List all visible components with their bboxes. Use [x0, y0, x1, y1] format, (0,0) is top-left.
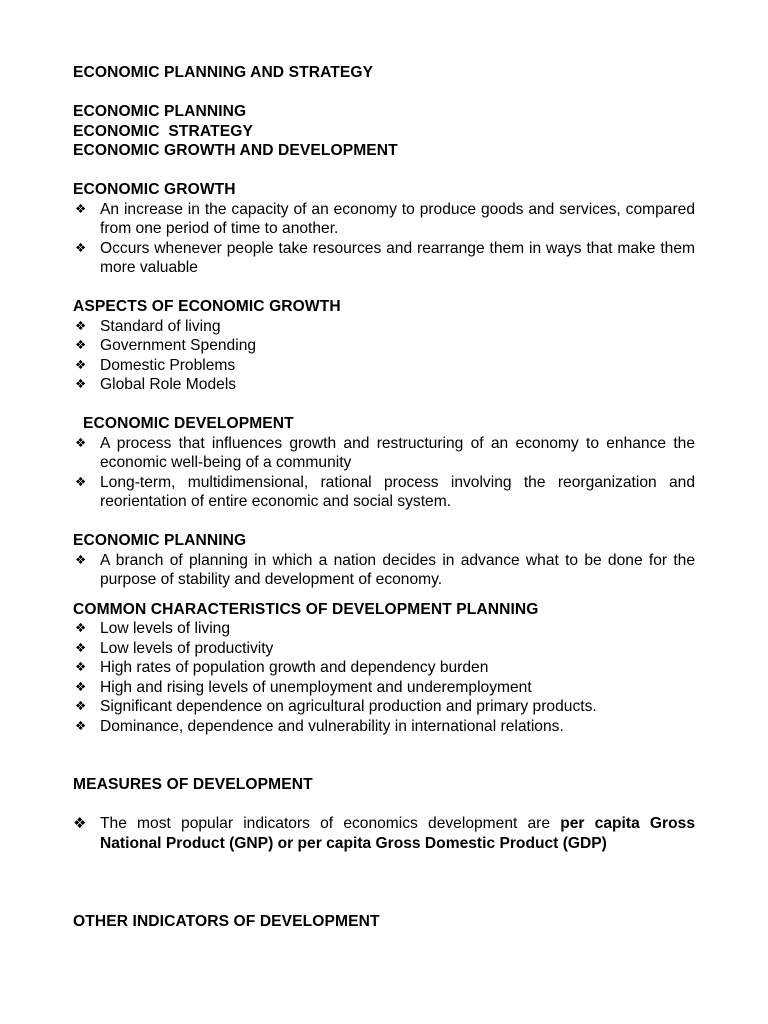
list-item [73, 814, 695, 853]
list-item [73, 678, 695, 698]
toc-item-planning: ECONOMIC PLANNING [73, 103, 247, 120]
list-item-text: Global Role Models [100, 376, 237, 393]
list-item-text: Government Spending [100, 337, 257, 354]
list-item-text: Dominance, dependence and vulnerability in international relations. [100, 717, 564, 735]
diamond-bullet-icon: ❖ [75, 640, 87, 655]
diamond-bullet-icon: ❖ [75, 435, 87, 450]
list-item [73, 317, 695, 337]
diamond-bullet-icon: ❖ [75, 201, 87, 216]
list-item-text: A branch of planning in which a nation decides in advance what to be done for the purpose of stability and development of economy. [100, 551, 695, 588]
bullet-list [73, 619, 695, 736]
bullet-list [73, 317, 695, 395]
diamond-bullet-icon: ❖ [75, 679, 87, 694]
section-heading: ECONOMIC GROWTH [73, 181, 236, 198]
list-item [73, 356, 695, 376]
toc-item-strategy: ECONOMIC STRATEGY [73, 122, 253, 140]
section-economic-growth [73, 180, 695, 278]
list-item-text: A process that influences growth and restructuring of an economy to enhance the economic well-being of a community [100, 434, 695, 471]
diamond-bullet-icon: ❖ [75, 377, 87, 391]
list-item-text: Low levels of living [100, 620, 231, 637]
list-item [73, 551, 695, 590]
list-item [73, 473, 695, 512]
diamond-bullet-icon: ❖ [75, 552, 87, 567]
list-item [73, 336, 695, 356]
list-item-text: Occurs whenever people take resources and rearrange them in ways that make them more valuable [100, 239, 695, 276]
list-item [73, 375, 695, 395]
diamond-bullet-icon: ❖ [75, 318, 87, 333]
list-item [73, 239, 695, 278]
list-item-text: Long-term, multidimensional, rational process involving the reorganization and reorientation of entire economic and social system. [100, 473, 695, 510]
diamond-bullet-icon: ❖ [75, 718, 87, 733]
section-heading: ECONOMIC PLANNING [73, 532, 247, 549]
list-item-text: An increase in the capacity of an economy to produce goods and services, compared from one period of time to another. [100, 200, 695, 237]
list-item-text: High and rising levels of unemployment and underemployment [100, 678, 532, 696]
list-item-text: Significant dependence on agricultural production and primary products. [100, 698, 597, 715]
section-measures-development [73, 775, 695, 853]
diamond-bullet-icon: ❖ [75, 621, 87, 635]
list-item [73, 639, 695, 659]
diamond-bullet-icon: ❖ [73, 815, 87, 832]
section-heading: ASPECTS OF ECONOMIC GROWTH [73, 298, 341, 315]
document-page [73, 63, 695, 931]
list-item [73, 200, 695, 239]
toc-item-growth-development: ECONOMIC GROWTH AND DEVELOPMENT [73, 142, 398, 159]
section-economic-development [73, 414, 695, 512]
document-title: ECONOMIC PLANNING AND STRATEGY [73, 64, 374, 81]
list-item-text: High rates of population growth and dependency burden [100, 659, 489, 676]
list-item [73, 434, 695, 473]
section-heading: COMMON CHARACTERISTICS OF DEVELOPMENT PLANNING [73, 600, 539, 618]
list-item [73, 658, 695, 678]
diamond-bullet-icon: ❖ [75, 338, 87, 352]
bullet-list [73, 200, 695, 278]
diamond-bullet-icon: ❖ [75, 474, 87, 489]
section-aspects-growth [73, 297, 695, 395]
bullet-list [73, 434, 695, 512]
section-heading: ECONOMIC DEVELOPMENT [83, 415, 294, 432]
diamond-bullet-icon: ❖ [75, 699, 87, 713]
bullet-list [73, 551, 695, 590]
diamond-bullet-icon: ❖ [75, 240, 87, 255]
diamond-bullet-icon: ❖ [75, 357, 87, 372]
diamond-bullet-icon: ❖ [75, 660, 87, 674]
section-economic-planning [73, 531, 695, 590]
list-item-text: The most popular indicators of economics development are [100, 815, 561, 832]
list-item [73, 619, 695, 639]
bullet-list [73, 814, 695, 853]
list-item-text: Domestic Problems [100, 356, 236, 374]
list-item-text: Low levels of productivity [100, 639, 274, 657]
list-item [73, 697, 695, 717]
section-heading: OTHER INDICATORS OF DEVELOPMENT [73, 912, 380, 930]
list-item-text: Standard of living [100, 317, 221, 335]
section-heading: MEASURES OF DEVELOPMENT [73, 776, 313, 793]
list-item [73, 717, 695, 737]
section-other-indicators [73, 912, 695, 932]
list-item-bold-text: per capita Gross National Product (GNP) or per capita Gross Domestic Product (GDP) [100, 815, 695, 852]
section-common-characteristics [73, 600, 695, 737]
